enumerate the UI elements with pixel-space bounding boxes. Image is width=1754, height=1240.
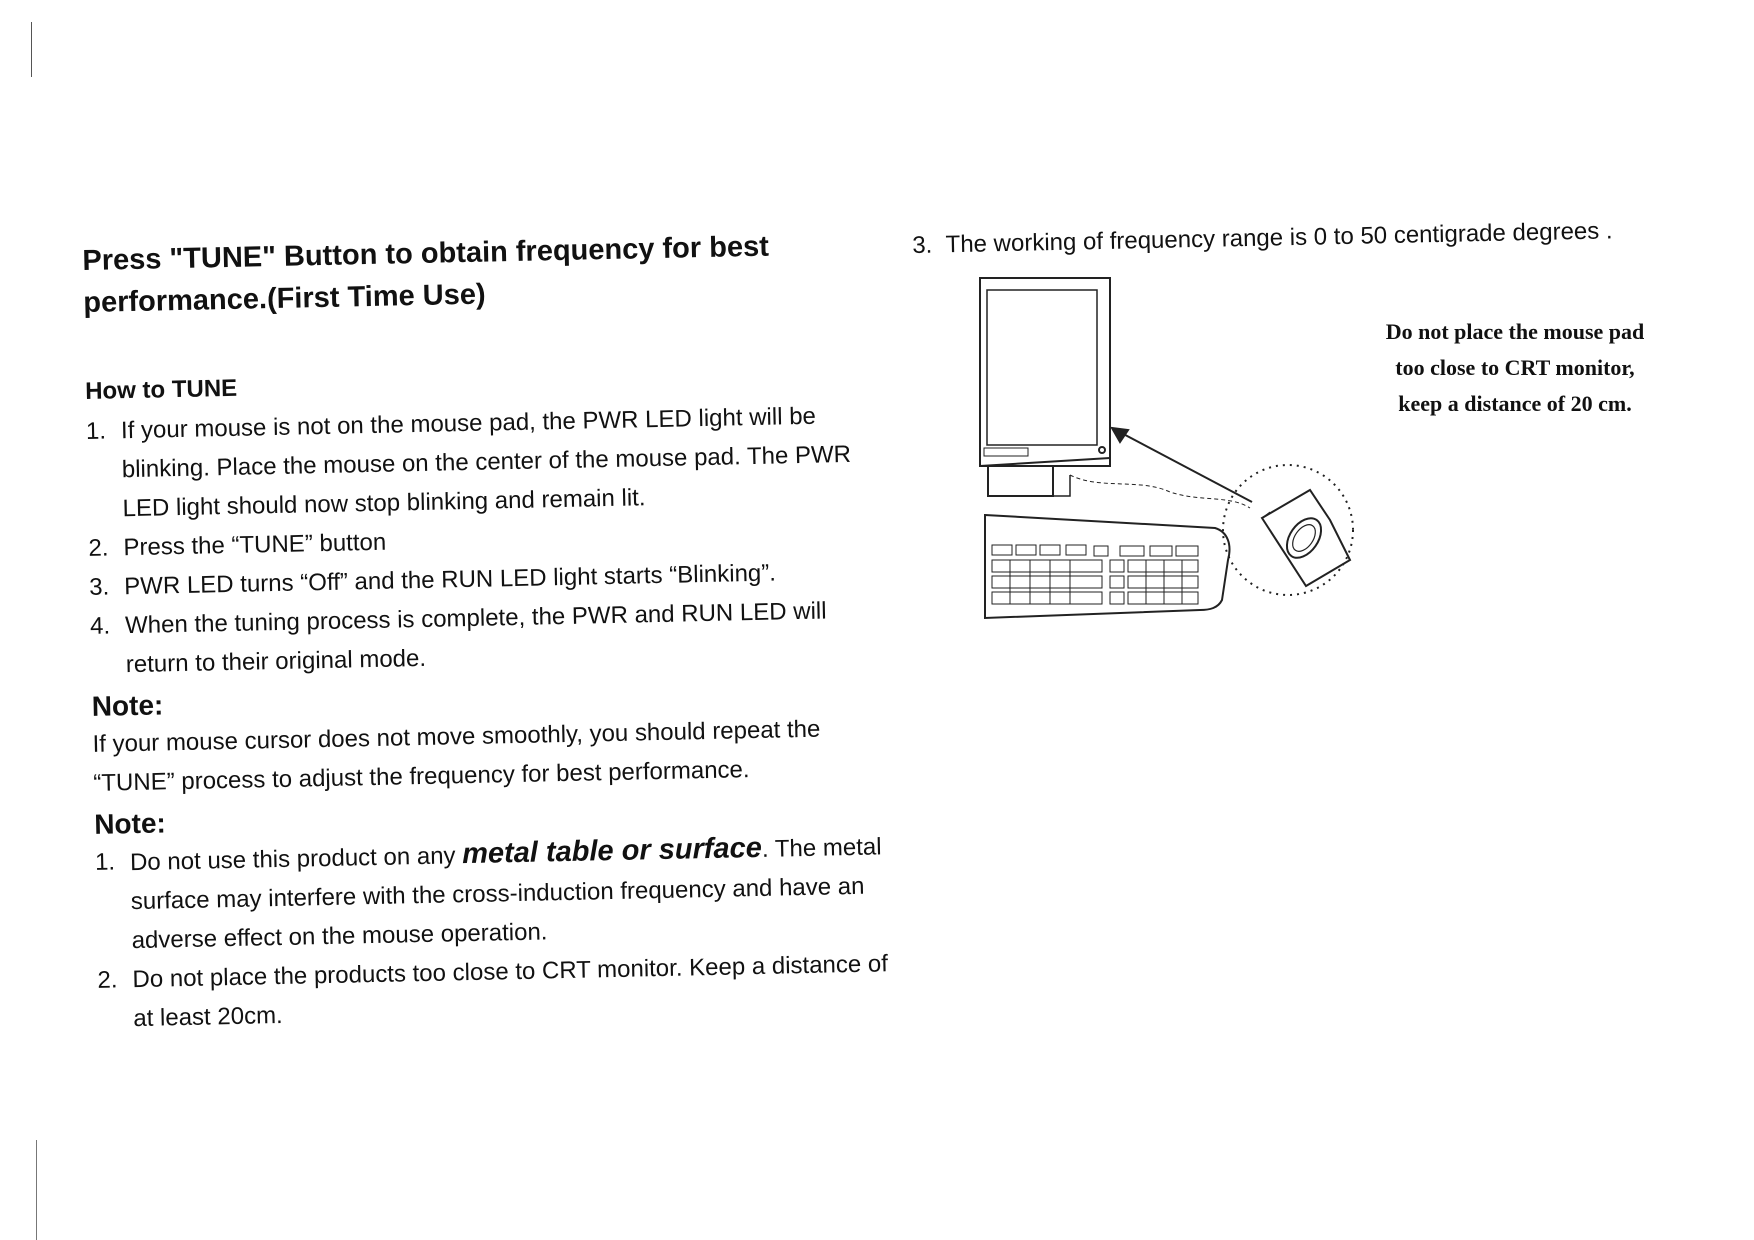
list-item: 2. Press the “TUNE” button <box>88 528 387 562</box>
list-item: 4. When the tuning process is complete, the PWR and RUN LED will return to their original mode. <box>89 597 827 679</box>
highlight-circle-icon <box>1223 465 1353 595</box>
list-item: 2. Do not place the products too close to CRT monitor. Keep a distance of at least 20cm. <box>97 950 889 1033</box>
note-heading: Note: <box>93 807 167 840</box>
scan-artifact-top <box>31 22 32 77</box>
scan-artifact-bottom <box>36 1140 37 1240</box>
note-heading: Note: <box>91 689 164 722</box>
monitor-keyboard-mousepad-illustration <box>970 270 1390 650</box>
frequency-range-item: 3. The working of frequency range is 0 to 50 centigrade degrees . <box>912 217 1613 259</box>
crt-monitor-icon <box>980 278 1110 496</box>
page-title: Press "TUNE" Button to obtain frequency for best performance.(First Time Use) <box>82 230 770 319</box>
list-item: 1. Do not use this product on any metal table or surface. The metal surface may interfere with the cross-induction frequency and have an adverse effect on the mouse operation. <box>94 831 882 955</box>
tune-steps-list <box>86 395 892 685</box>
howto-heading: How to TUNE <box>84 374 238 405</box>
note-text: If your mouse cursor does not move smoothly, you should repeat the “TUNE” process to adjust the frequency for best performance. <box>92 715 821 797</box>
arrow-icon <box>1112 428 1252 502</box>
note-list <box>95 826 899 1039</box>
left-column <box>82 223 899 1039</box>
keyboard-icon <box>985 515 1229 618</box>
list-item: 1. If your mouse is not on the mouse pad, the PWR LED light will be blinking. Place the mouse on the center of the mouse pad. The PWR LED light should now stop blinking and remain lit. <box>85 402 852 523</box>
metal-surface-emphasis: metal table or surface <box>461 831 763 871</box>
list-item: 3. PWR LED turns “Off” and the RUN LED light starts “Blinking”. <box>88 559 777 601</box>
crt-distance-warning: Do not place the mouse pad too close to CRT monitor, keep a distance of 20 cm. <box>1385 319 1645 416</box>
